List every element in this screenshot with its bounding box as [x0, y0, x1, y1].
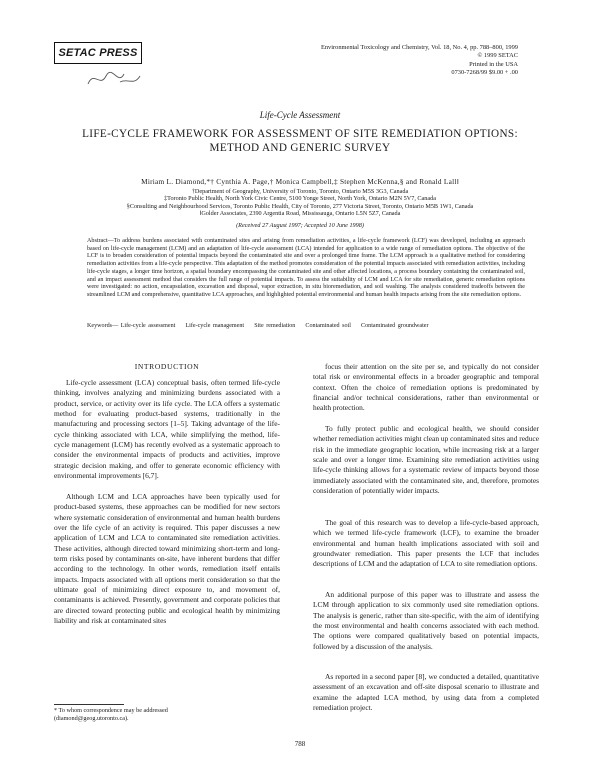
- title-line-2: METHOD AND GENERIC SURVEY: [209, 142, 391, 154]
- paper-title: [60, 127, 540, 155]
- handwritten-signature: [84, 66, 144, 92]
- journal-line: 0730-7268/99 $9.00 + .00: [451, 68, 518, 76]
- affiliations: [20, 188, 580, 218]
- title-line-1: LIFE-CYCLE FRAMEWORK FOR ASSESSMENT OF SITE REMEDIATION OPTIONS:: [82, 128, 518, 140]
- journal-line: © 1999 SETAC: [477, 52, 518, 60]
- received-dates: (Received 27 August 1997; Accepted 10 June 1998): [236, 222, 364, 229]
- intro-heading: INTRODUCTION: [134, 362, 200, 371]
- footnote: [54, 707, 280, 723]
- right-paragraph: The goal of this research was to develop a life-cycle-based approach, which we termed life-cycle framework (LCF), to examine the broader environmental and human health implications associated with soil and groundwater remediation. This paper presents the LCF that includes descriptions of LCM and the adaptation of LCA to site remediation options.: [313, 518, 539, 569]
- affiliation: §Consulting and Neighbourhood Services, Toronto Public Health, City of Toronto, 277 Victoria Street, Toronto, Ontario M5B 1W1, Canada: [126, 202, 474, 210]
- keyword: Life-cycle assessment: [120, 323, 176, 329]
- keywords-label: Keywords: [87, 323, 113, 329]
- footnote-line: (diamond@geog.utoronto.ca).: [54, 714, 129, 722]
- journal-citation: [278, 44, 518, 77]
- abstract: [87, 238, 525, 300]
- journal-line: Environmental Toxicology and Chemistry, Vol. 18, No. 4, pp. 788–800, 1999: [320, 44, 518, 51]
- footnote-rule: [54, 704, 124, 705]
- abstract-label: Abstract: [87, 238, 108, 244]
- left-paragraph: Although LCM and LCA approaches have been typically used for product-based systems, these approaches can be modified for new sectors where systematic consideration of environmental and human health burdens over the life cycle of an activity is required. This paper discusses a new application of LCM and LCA to contaminated site remediation activities. These activities, although directed toward minimizing short-term and long-term risks posed by contaminants on-site, have inherent burdens that differ according to the technology. In other words, remediation itself entails impacts. Impacts associated with all options merit consideration so that the ultimate goal of minimizing direct exposure to, and movement of, contaminants is achieved. Presently, government and corporate policies that are directed toward protecting public and ecological health by minimizing liability and risk at contaminated sites: [54, 492, 280, 626]
- page-number: 788: [294, 740, 306, 748]
- right-paragraph: To fully protect public and ecological health, we should consider whether remediation activities might clean up contaminated sites and reduce risk in the immediate geographic location, while increasing risk at a larger scale and over a longer time. Examining site remediation activities using life-cycle thinking allows for a systematic review of impacts beyond those immediately associated with the contaminated site, and, therefore, promotes consideration of potentially wider impacts.: [313, 424, 539, 496]
- keyword: Site remediation: [254, 323, 296, 329]
- author-list: Miriam L. Diamond,*† Cynthia A. Page,† Monica Campbell,‡ Stephen McKenna,§ and Ronald Lall‖: [141, 177, 459, 186]
- affiliation: †Department of Geography, University of Toronto, Toronto, Ontario M5S 3G3, Canada: [191, 188, 409, 195]
- keyword: Life-cycle management: [185, 323, 245, 329]
- setac-press-logo: SETAC PRESS: [54, 42, 142, 64]
- affiliation: ‡Toronto Public Health, North York Civic Centre, 5100 Yonge Street, North York, Ontario M2N 5V7, Canada: [164, 195, 436, 203]
- affiliation: ‖Golder Associates, 2390 Argentia Road, Mississauga, Ontario L5N 5Z7, Canada: [199, 210, 401, 218]
- journal-line: Printed in the USA: [469, 60, 518, 68]
- right-paragraph: As reported in a second paper [8], we conducted a detailed, quantitative assessment of an excavation and off-site disposal scenario to illustrate and examine the adapted LCA method, by using data from a completed remediation project.: [313, 672, 539, 713]
- abstract-text: —To address burdens associated with contaminated sites and arising from remediation activities, a life-cycle framework (LCF) was developed, including an approach based on life-cycle management (LCM) and an adaptation of life-cycle assessment (LCA) intended for application to a wide range of remediation options. The objective of the LCF is to broaden consideration of potential impacts beyond the contaminated site and over a prolonged time frame. The LCM approach is a qualitative method for considering remediation activities from a life-cycle perspective. This adaptation of the method promotes consideration of the potential impacts associated with remediation activities, including life-cycle stages, a longer time horizon, a spatial boundary encompassing the contaminated site and other affected locations, a process boundary containing the contaminated soil, and an impact assessment method that considers the full range of potential impacts. To assess the suitability of LCM and LCA for site remediation, generic remediation options were investigated: no action, encapsulation, excavation and disposal, vapor extraction, in situ bioremediation, and soil washing. The analysis considered tradeoffs between the streamlined LCM and comprehensive, quantitative LCA approaches, and highlighted potential environmental and human health impacts arising from the site remediation options.: [87, 238, 525, 298]
- keyword: Contaminated groundwater: [361, 323, 429, 329]
- right-paragraph: An additional purpose of this paper was to illustrate and assess the LCM through application to six commonly used site remediation options. The analysis is generic, rather than site-specific, with the aim of identifying the most environmental and health concerns associated with each method. The options were compared qualitatively based on potential impacts, followed by a discussion of the analysis.: [313, 590, 539, 651]
- keyword: Contaminated soil: [305, 323, 351, 329]
- footnote-line: * To whom correspondence may be addressed: [54, 707, 168, 714]
- left-paragraph: Life-cycle assessment (LCA) conceptual basis, often termed life-cycle thinking, involves analyzing and minimizing burdens associated with a product, service, or activity over its life cycle. The LCA offers a systematic method for evaluating product-based systems, traditionally in the manufacturing and processing sectors [1–5]. Taking advantage of the life-cycle thinking associated with LCA, while simplifying the method, life-cycle management (LCM) has recently evolved as a systematic approach to consider the environmental impacts of products and activities, improve strategic decision making, and offer to generate economic efficiency with environmental improvements [6,7].: [54, 378, 280, 481]
- right-paragraph: focus their attention on the site per se, and typically do not consider total risk or environmental effects in a broader geographic and temporal context. Often the choice of remediation options is predominated by financial and/or technical considerations, rather than environmental or health protection.: [313, 362, 539, 413]
- keywords: Keywords— Life-cycle assessment Life-cycle management Site remediation Contaminated soil Contaminated groundwater: [87, 323, 429, 329]
- section-label: Life-Cycle Assessment: [259, 110, 341, 120]
